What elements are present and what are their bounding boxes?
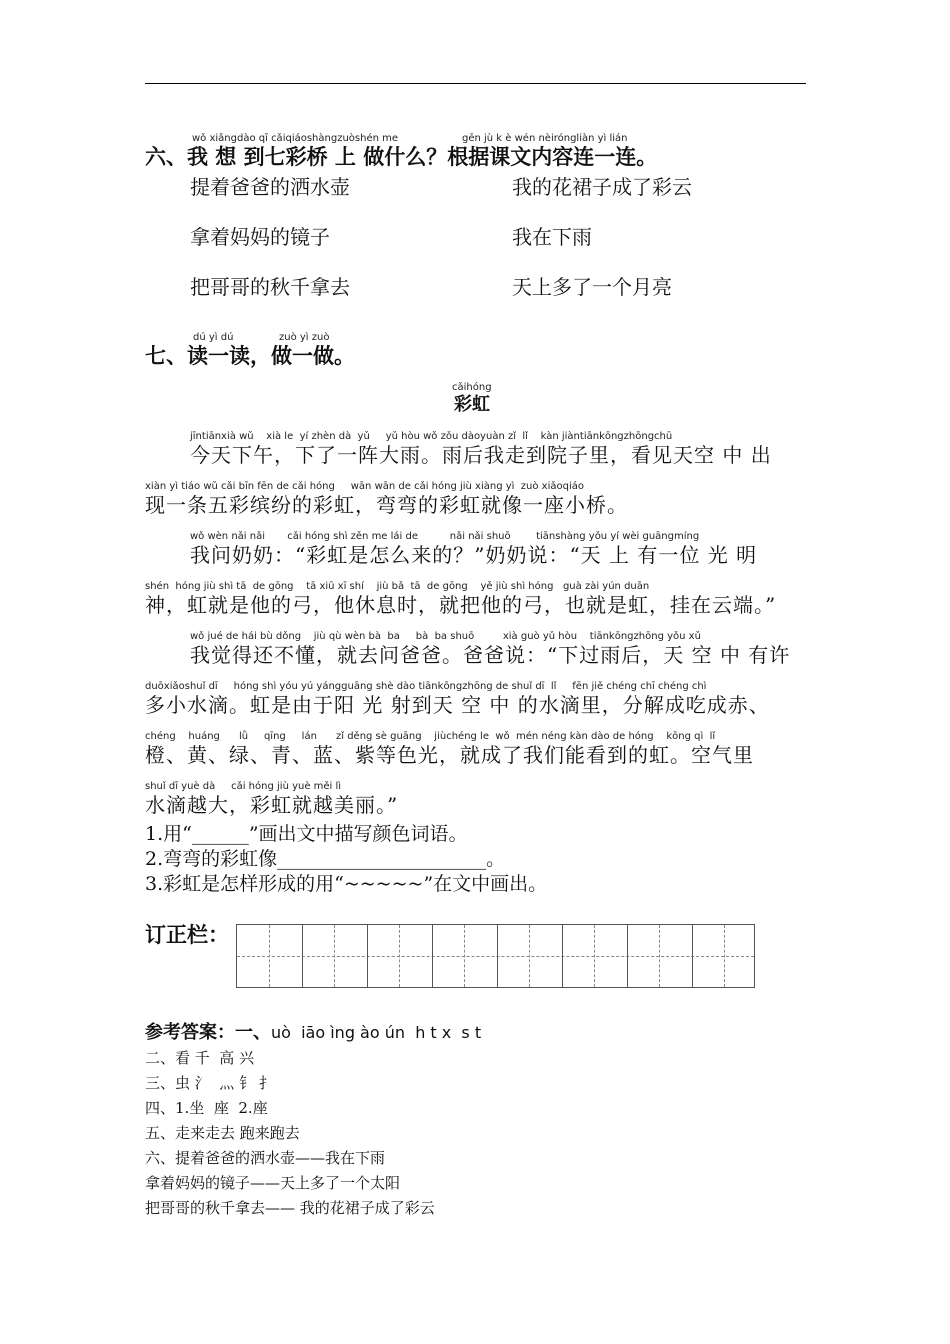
- answers-heading: [145, 1022, 481, 1044]
- section6-pinyin-a: wǒ xiǎngdào qī cǎiqiáoshàngzuòshén me: [192, 133, 399, 144]
- question-3: 3.彩虹是怎样形成的用“~~~~~”在文中画出。: [145, 873, 548, 895]
- match-right-2: 我在下雨: [512, 225, 592, 249]
- answers-heading-text: 参考答案：一、: [145, 1022, 271, 1043]
- story-line-1: 今天下午，下了一阵大雨。雨后我走到院子里，看见天空 中 出: [190, 443, 772, 467]
- question-1: 1.用“______”画出文中描写颜色词语。: [145, 823, 468, 845]
- match-left-1: 提着爸爸的洒水壶: [190, 175, 350, 199]
- correction-label: 订正栏：: [145, 922, 229, 947]
- grid-midline: [237, 956, 754, 957]
- story-pinyin-5: wǒ jué de hái bù dǒng jiù qù wèn bà ba bà ba shuō xià guò yǔ hòu tiānkōngzhōng yǒu xǔ: [190, 631, 701, 642]
- match-right-1: 我的花裙子成了彩云: [512, 175, 692, 199]
- top-rule: [145, 83, 806, 84]
- section7-pinyin-b: zuò yì zuò: [279, 332, 330, 343]
- story-title: 彩虹: [454, 394, 490, 415]
- answers-heading-pinyin: uò iāo ìng ào ún h t x s t: [271, 1023, 482, 1042]
- answer-item-7: 把哥哥的秋千拿去—— 我的花裙子成了彩云: [145, 1199, 435, 1217]
- story-pinyin-7: chéng huáng lǜ qīng lán zǐ děng sè guāng jiùchéng le wǒ mén néng kàn dào de hóng kōng qì lǐ: [145, 731, 716, 742]
- story-pinyin-8: shuǐ dī yuè dà cǎi hóng jiù yuè měi lì: [145, 781, 342, 792]
- section7-pinyin-a: dú yì dú: [193, 332, 234, 343]
- section6-heading: 六、我 想 到七彩桥 上 做什么？根据课文内容连一连。: [145, 144, 658, 169]
- story-pinyin-2: xiàn yì tiáo wǔ cǎi bīn fēn de cǎi hóng wān wān de cǎi hóng jiù xiàng yì zuò xiǎoqiáo: [145, 481, 584, 492]
- story-line-6: 多小水滴。虹是由于阳 光 射到天 空 中 的水滴里，分解成吃成赤、: [145, 693, 770, 717]
- question-2: 2.弯弯的彩虹像______________________。: [145, 848, 506, 870]
- story-pinyin-4: shén hóng jiù shì tā de gōng tā xiū xī shí jiù bǎ tā de gōng yě jiù shì hóng guà zài yún duān: [145, 581, 650, 592]
- correction-grid[interactable]: [236, 924, 755, 988]
- section6-pinyin-b: gēn jù k è wén nèiróngliàn yì lián: [462, 133, 628, 144]
- match-right-3: 天上多了一个月亮: [512, 275, 672, 299]
- answer-item-3: 四、1.坐 座 2.座: [145, 1099, 268, 1117]
- answer-item-6: 拿着妈妈的镜子——天上多了一个太阳: [145, 1174, 401, 1192]
- answer-item-5: 六、提着爸爸的洒水壶——我在下雨: [145, 1149, 386, 1167]
- answer-item-4: 五、走来走去 跑来跑去: [145, 1124, 300, 1142]
- story-line-5: 我觉得还不懂，就去问爸爸。爸爸说：“下过雨后，天 空 中 有许: [190, 643, 791, 667]
- story-line-7: 橙、黄、绿、青、蓝、紫等色光，就成了我们能看到的虹。空气里: [145, 743, 754, 767]
- story-title-pinyin: cǎihóng: [452, 382, 492, 393]
- story-pinyin-3: wǒ wèn nǎi nǎi cǎi hóng shì zěn me lái de nǎi nǎi shuō tiānshàng yǒu yí wèi guāngmíng: [190, 531, 700, 542]
- story-line-3: 我问奶奶：“彩虹是怎么来的？”奶奶说：“天 上 有一位 光 明: [190, 543, 758, 567]
- answer-item-1: 二、看 千 高 兴: [145, 1049, 255, 1067]
- story-pinyin-6: duōxiǎoshuǐ dī hóng shì yóu yú yángguāng shè dào tiānkōngzhōng de shuǐ dī lǐ fēn jiě chéng chī chéng chì: [145, 681, 707, 692]
- section7-heading: 七、读一读，做一做。: [145, 343, 355, 368]
- story-line-4: 神，虹就是他的弓，他休息时，就把他的弓，也就是虹，挂在云端。”: [145, 593, 777, 617]
- match-left-2: 拿着妈妈的镜子: [190, 225, 330, 249]
- story-line-8: 水滴越大，彩虹就越美丽。”: [145, 793, 399, 817]
- answer-item-2: 三、虫 氵 灬 钅 扌: [145, 1074, 274, 1092]
- match-left-3: 把哥哥的秋千拿去: [190, 275, 350, 299]
- story-pinyin-1: jīntiānxià wǔ xià le yí zhèn dà yǔ yǔ hòu wǒ zǒu dàoyuàn zǐ lǐ kàn jiàntiānkōngzhōngchū: [190, 431, 673, 442]
- story-line-2: 现一条五彩缤纷的彩虹，弯弯的彩虹就像一座小桥。: [145, 493, 628, 517]
